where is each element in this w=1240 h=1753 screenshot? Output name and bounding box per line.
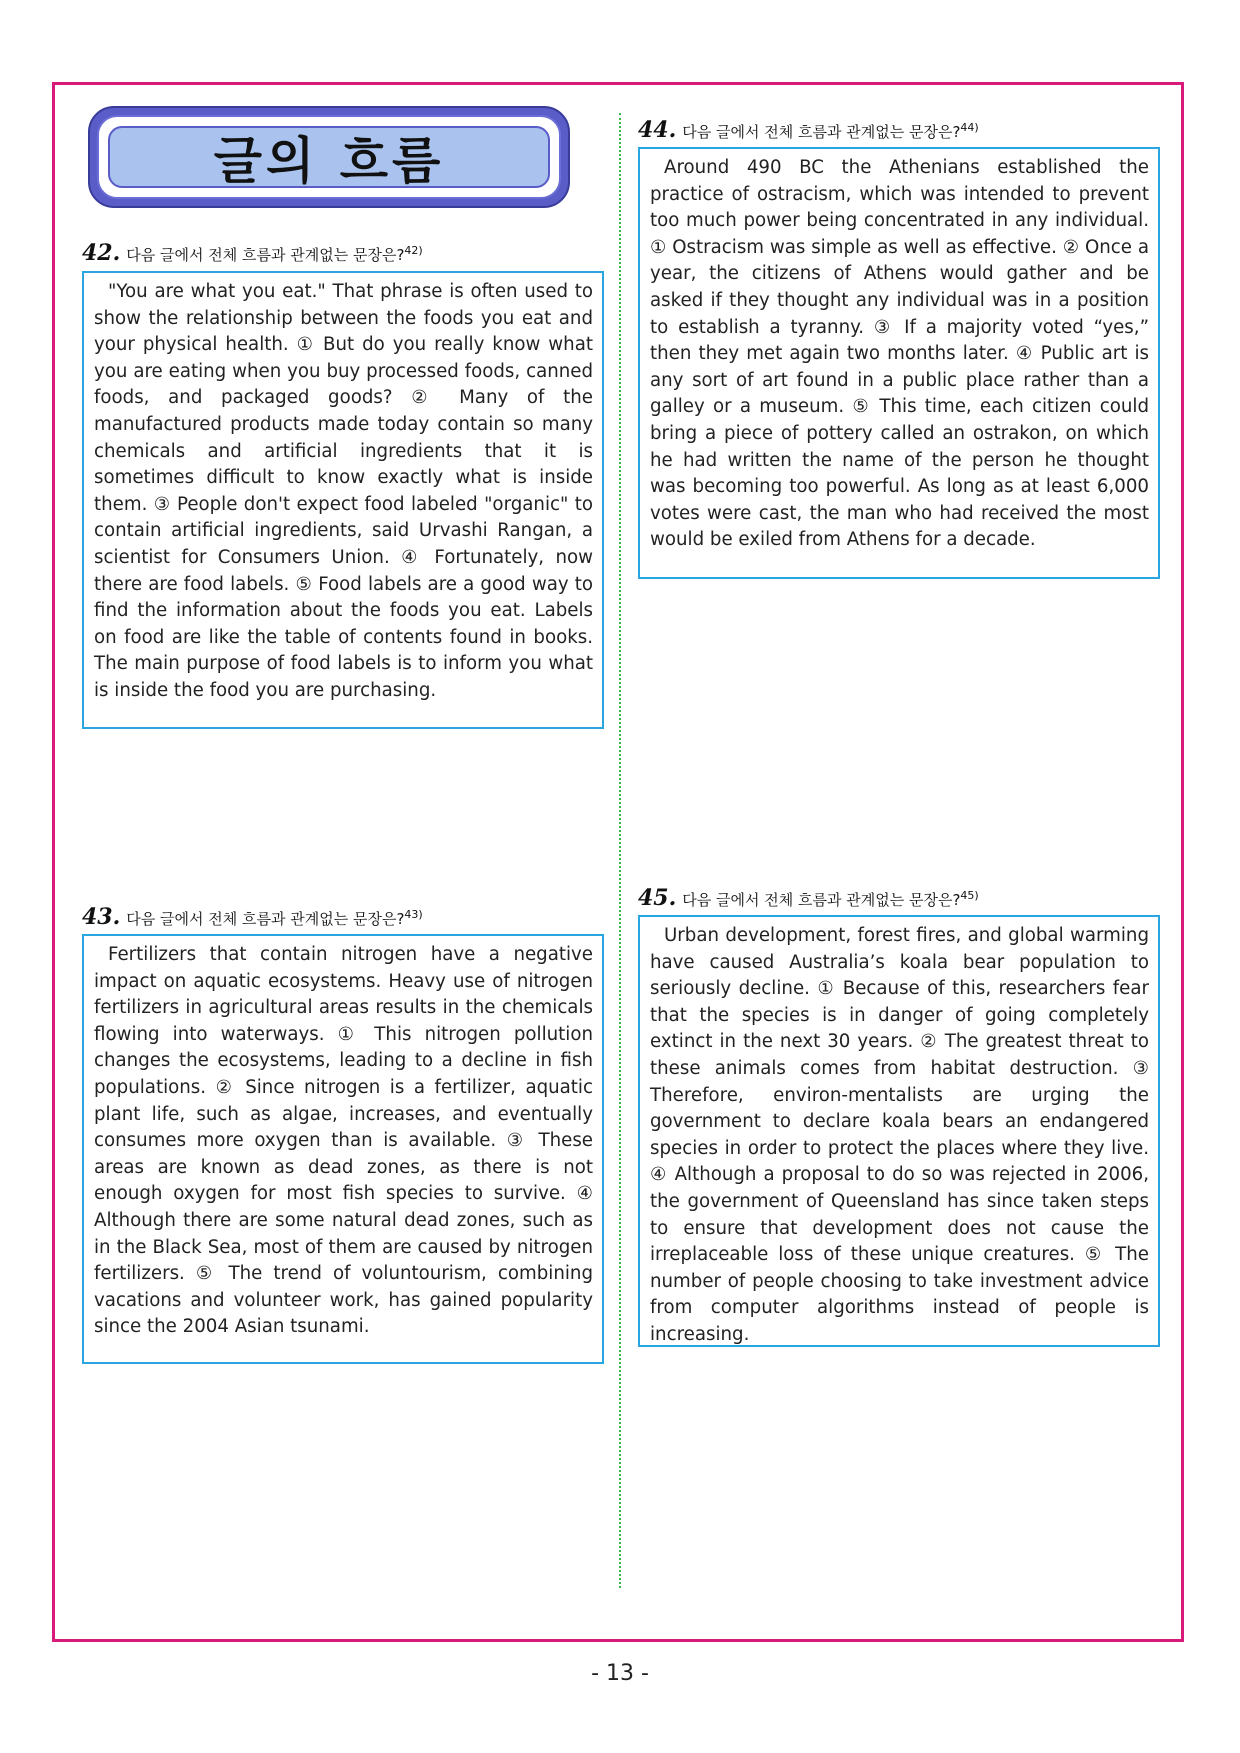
question-ref: 42) [404,244,423,257]
question-42-header [82,240,423,266]
question-45-header [638,885,979,911]
question-ref: 44) [960,121,979,134]
question-45-passage: Urban development, forest fires, and global warming have caused Australia’s koala bear population to seriously decline. ① Because of this, researchers fear that the species is in danger of going completely extinct in the next 30 years. ② The greatest threat to these animals comes from habitat destruction. ③ Therefore, environ-mentalists are urging the government to declare koala bears an endangered species in order to protect the places where they live. ④ Although a proposal to do so was rejected in 2006, the government of Queensland has since taken steps to ensure that development does not cause the irreplaceable loss of these unique creatures. ⑤ The number of people choosing to take investment advice from computer algorithms instead of people is increasing. [650,925,1149,1345]
question-44-passage: Around 490 BC the Athenians established the practice of ostracism, which was intended to prevent too much power being concentrated in any individual. ① Ostracism was simple as well as effective. ② Once a year, the citizens of Athens would gather and be asked if they thought any individual was in a position to establish a tyranny. ③ If a majority voted “yes,” then they met again two months later. ④ Public art is any sort of art found in a public place rather than a galley or a museum. ⑤ This time, each citizen could bring a piece of pottery called an ostrakon, on which he had written the name of the person he thought was becoming too powerful. As long as at least 6,000 votes were cast, the man who had received the most would be exiled from Athens for a decade. [650,157,1149,551]
question-ref: 43) [404,908,423,921]
question-44-passage-box [638,147,1160,579]
question-number: 44. [638,117,677,143]
question-number: 43. [82,904,121,930]
page-number: - 13 - [591,1661,649,1686]
question-number: 45. [638,885,677,911]
question-prompt: 다음 글에서 전체 흐름과 관계없는 문장은? [126,910,405,928]
question-43-passage-box [82,934,604,1364]
question-prompt: 다음 글에서 전체 흐름과 관계없는 문장은? [126,246,405,264]
section-title-banner [88,106,570,208]
question-prompt: 다음 글에서 전체 흐름과 관계없는 문장은? [682,891,961,909]
column-divider [619,113,621,1588]
question-43-header [82,904,423,930]
question-prompt: 다음 글에서 전체 흐름과 관계없는 문장은? [682,123,961,141]
question-44-header [638,117,979,143]
question-42-passage: "You are what you eat." That phrase is often used to show the relationship between the foods you eat and your physical health. ① But do you really know what you are eating when you buy processed foods, canned foods, and packaged goods? ② Many of the manufactured products made today contain so many chemicals and artificial ingredients that it is sometimes difficult to know exactly what is inside them. ③ People don't expect food labeled "organic" to contain artificial ingredients, said Urvashi Rangan, a scientist for Consumers Union. ④ Fortunately, now there are food labels. ⑤ Food labels are a good way to find the information about the foods you eat. Labels on food are like the table of contents found in books. The main purpose of food labels is to inform you what is inside the food you are purchasing. [94,281,593,701]
section-title: 글의 흐름 [213,132,445,190]
question-43-passage: Fertilizers that contain nitrogen have a negative impact on aquatic ecosystems. Heavy use of nitrogen fertilizers in agricultural areas results in the chemicals flowing into waterways. ① This nitrogen pollution changes the ecosystems, leading to a decline in fish populations. ② Since nitrogen is a fertilizer, aquatic plant life, such as algae, increases, and eventually consumes more oxygen than is available. ③ These areas are known as dead zones, as there is not enough oxygen for most fish species to survive. ④ Although there are some natural dead zones, such as in the Black Sea, most of them are caused by nitrogen fertilizers. ⑤ The trend of voluntourism, combining vacations and volunteer work, has gained popularity since the 2004 Asian tsunami. [94,944,593,1338]
question-45-passage-box [638,915,1160,1347]
question-number: 42. [82,240,121,266]
question-42-passage-box [82,271,604,729]
question-ref: 45) [960,889,979,902]
